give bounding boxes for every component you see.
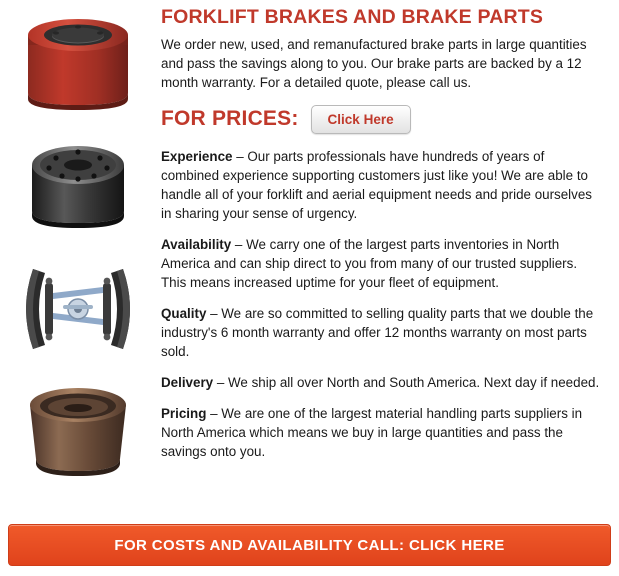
product-image-gallery (0, 0, 155, 492)
click-here-button[interactable]: Click Here (311, 105, 411, 134)
feature-term-availability: Availability (161, 236, 232, 252)
cta-banner-button[interactable]: FOR COSTS AND AVAILABILITY CALL: CLICK HERE (8, 524, 611, 566)
feature-availability (161, 235, 605, 292)
feature-text-quality: – We are so committed to selling quality parts that we double the industry's 6 month warranty and offer 12 months warranty on most parts sold. (161, 305, 594, 359)
gallery-item-2[interactable] (0, 248, 155, 370)
feature-experience (161, 147, 605, 223)
page-title: FORKLIFT BRAKES AND BRAKE PARTS (161, 6, 544, 28)
feature-term-pricing: Pricing (161, 405, 207, 421)
feature-term-quality: Quality (161, 305, 207, 321)
feature-quality (161, 304, 605, 361)
feature-text-pricing: – We are one of the largest material handling parts suppliers in North America which means we buy in large quantities and pass the savings onto you. (161, 405, 583, 459)
feature-text-availability: – We carry one of the largest parts inventories in North America and can ship direct to you from many of our trusted suppliers. This means increased uptime for your fleet of equipment. (161, 236, 578, 290)
gallery-item-0[interactable] (0, 4, 155, 126)
feature-text-delivery: – We ship all over North and South America. Next day if needed. (213, 374, 600, 390)
main-content (155, 0, 619, 492)
feature-term-experience: Experience (161, 148, 233, 164)
red-brake-drum-photo (8, 9, 148, 121)
prices-row (161, 105, 605, 134)
intro-paragraph: We order new, used, and remanufactured brake parts in large quantities and pass the savings along to you. Our brake parts are backed by a 12 month warranty. For a detailed quote, please call us. (161, 37, 587, 91)
feature-text-experience: – Our parts professionals have hundreds of years of combined experience supporting customers just like you! We are able to handle all of your forklift and aerial equipment needs and pride ourselves in sharing your sense of urgency. (161, 148, 592, 221)
feature-delivery (161, 373, 605, 392)
black-brake-drum-photo (8, 131, 148, 243)
feature-pricing (161, 404, 605, 461)
brake-shoe-set-photo (3, 253, 153, 365)
gallery-item-3[interactable] (0, 370, 155, 492)
gallery-item-1[interactable] (0, 126, 155, 248)
for-prices-label: FOR PRICES: (161, 107, 299, 131)
feature-term-delivery: Delivery (161, 374, 214, 390)
bronze-brake-drum-photo (8, 375, 148, 487)
